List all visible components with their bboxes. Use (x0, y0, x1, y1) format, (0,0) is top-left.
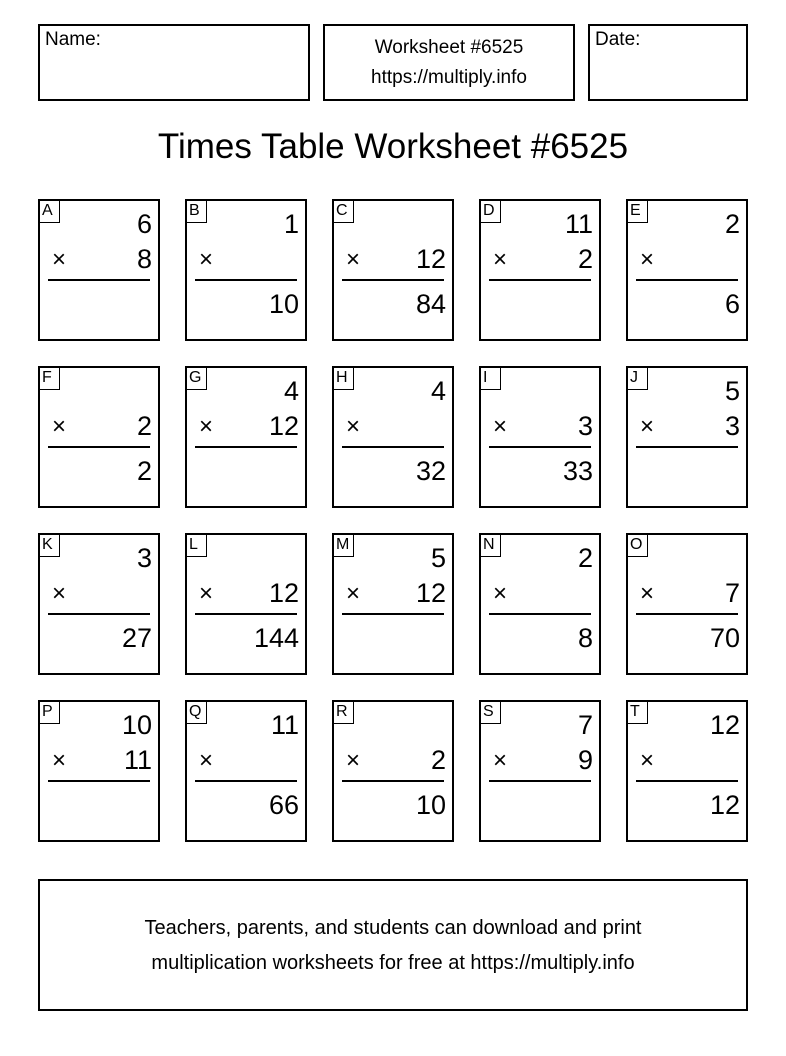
problem-letter: Q (185, 700, 207, 724)
problem-bottom-number: 12 (415, 244, 446, 274)
problem-box (626, 199, 748, 341)
times-sign: × (640, 246, 655, 273)
answer-line (489, 279, 591, 281)
problem-box (185, 533, 307, 675)
problem-top-number: 12 (709, 710, 740, 740)
problem-top-number: 11 (270, 710, 299, 740)
problem-bottom-number: 2 (136, 411, 152, 441)
worksheet-number: Worksheet #6525 (374, 37, 524, 58)
answer-line (195, 279, 297, 281)
problem-bottom-number: 3 (724, 411, 740, 441)
problem-top-number: 2 (577, 543, 593, 573)
problem-answer: 84 (415, 289, 446, 319)
problem-box (332, 366, 454, 508)
problem-bottom-number: 9 (577, 745, 593, 775)
problem-letter: M (332, 533, 354, 557)
problem-box (38, 700, 160, 842)
answer-line (342, 446, 444, 448)
problem-letter: B (185, 199, 207, 223)
problem-letter: T (626, 700, 648, 724)
problem-bottom-number: 8 (136, 244, 152, 274)
problem-bottom-number: 3 (577, 411, 593, 441)
times-sign: × (346, 747, 361, 774)
problem-top-number: 7 (577, 710, 593, 740)
problem-answer: 70 (709, 623, 740, 653)
problem-box (626, 700, 748, 842)
answer-line (195, 446, 297, 448)
times-sign: × (493, 413, 508, 440)
problem-letter: F (38, 366, 60, 390)
problem-letter: S (479, 700, 501, 724)
times-sign: × (640, 580, 655, 607)
answer-line (636, 780, 738, 782)
problem-letter: N (479, 533, 501, 557)
problem-letter: C (332, 199, 354, 223)
answer-line (489, 613, 591, 615)
problem-top-number: 5 (724, 376, 740, 406)
problem-letter: J (626, 366, 648, 390)
problem-box (38, 199, 160, 341)
times-sign: × (493, 747, 508, 774)
problem-bottom-number: 12 (415, 578, 446, 608)
answer-line (489, 446, 591, 448)
problem-box (332, 533, 454, 675)
times-sign: × (199, 580, 214, 607)
problem-box (479, 366, 601, 508)
problem-box (185, 700, 307, 842)
problem-bottom-number: 2 (430, 745, 446, 775)
problem-bottom-number: 7 (724, 578, 740, 608)
problem-letter: D (479, 199, 501, 223)
answer-line (48, 780, 150, 782)
answer-line (636, 446, 738, 448)
footer-line-1: Teachers, parents, and students can download and print (144, 917, 642, 939)
answer-line (342, 613, 444, 615)
answer-line (489, 780, 591, 782)
problem-box (185, 199, 307, 341)
problem-box (185, 366, 307, 508)
problem-top-number: 5 (430, 543, 446, 573)
times-sign: × (199, 413, 214, 440)
name-label: Name: (45, 29, 101, 50)
problem-answer: 6 (724, 289, 740, 319)
problem-top-number: 1 (283, 209, 299, 239)
problem-answer: 66 (268, 790, 299, 820)
problem-box (479, 199, 601, 341)
times-sign: × (346, 580, 361, 607)
problem-letter: O (626, 533, 648, 557)
problem-bottom-number: 11 (123, 745, 152, 775)
times-sign: × (52, 413, 67, 440)
date-label: Date: (595, 29, 641, 50)
times-sign: × (199, 747, 214, 774)
problem-letter: E (626, 199, 648, 223)
problem-letter: R (332, 700, 354, 724)
answer-line (636, 279, 738, 281)
answer-line (48, 613, 150, 615)
problem-letter: L (185, 533, 207, 557)
answer-line (48, 279, 150, 281)
problem-top-number: 10 (121, 710, 152, 740)
problem-answer: 8 (577, 623, 593, 653)
problem-letter: G (185, 366, 207, 390)
problem-answer: 10 (415, 790, 446, 820)
times-sign: × (640, 747, 655, 774)
problem-answer: 12 (709, 790, 740, 820)
problem-box (479, 533, 601, 675)
problem-top-number: 4 (283, 376, 299, 406)
problem-answer: 33 (562, 456, 593, 486)
problem-top-number: 4 (430, 376, 446, 406)
problem-box (332, 700, 454, 842)
footer-box (38, 879, 748, 1011)
problem-answer: 144 (253, 623, 299, 653)
problem-letter: H (332, 366, 354, 390)
problem-bottom-number: 12 (268, 411, 299, 441)
times-sign: × (493, 246, 508, 273)
problem-bottom-number: 12 (268, 578, 299, 608)
times-sign: × (52, 246, 67, 273)
times-sign: × (199, 246, 214, 273)
problem-top-number: 2 (724, 209, 740, 239)
problem-top-number: 3 (136, 543, 152, 573)
times-sign: × (346, 413, 361, 440)
problem-letter: I (479, 366, 501, 390)
problem-box (479, 700, 601, 842)
times-sign: × (52, 747, 67, 774)
times-sign: × (346, 246, 361, 273)
answer-line (195, 780, 297, 782)
problem-answer: 27 (121, 623, 152, 653)
answer-line (636, 613, 738, 615)
site-url: https://multiply.info (371, 67, 527, 88)
times-sign: × (493, 580, 508, 607)
footer-line-2: multiplication worksheets for free at https://multiply.info (151, 952, 635, 974)
problem-top-number: 6 (136, 209, 152, 239)
problem-top-number: 11 (564, 209, 593, 239)
times-sign: × (52, 580, 67, 607)
answer-line (48, 446, 150, 448)
answer-line (342, 780, 444, 782)
problem-box (332, 199, 454, 341)
answer-line (195, 613, 297, 615)
problem-box (38, 533, 160, 675)
problem-bottom-number: 2 (577, 244, 593, 274)
problem-answer: 32 (415, 456, 446, 486)
problem-letter: P (38, 700, 60, 724)
problem-answer: 2 (136, 456, 152, 486)
problem-letter: A (38, 199, 60, 223)
page-title: Times Table Worksheet #6525 (157, 127, 629, 166)
problem-box (626, 366, 748, 508)
problem-answer: 10 (268, 289, 299, 319)
problem-letter: K (38, 533, 60, 557)
answer-line (342, 279, 444, 281)
times-sign: × (640, 413, 655, 440)
problem-box (626, 533, 748, 675)
problem-box (38, 366, 160, 508)
